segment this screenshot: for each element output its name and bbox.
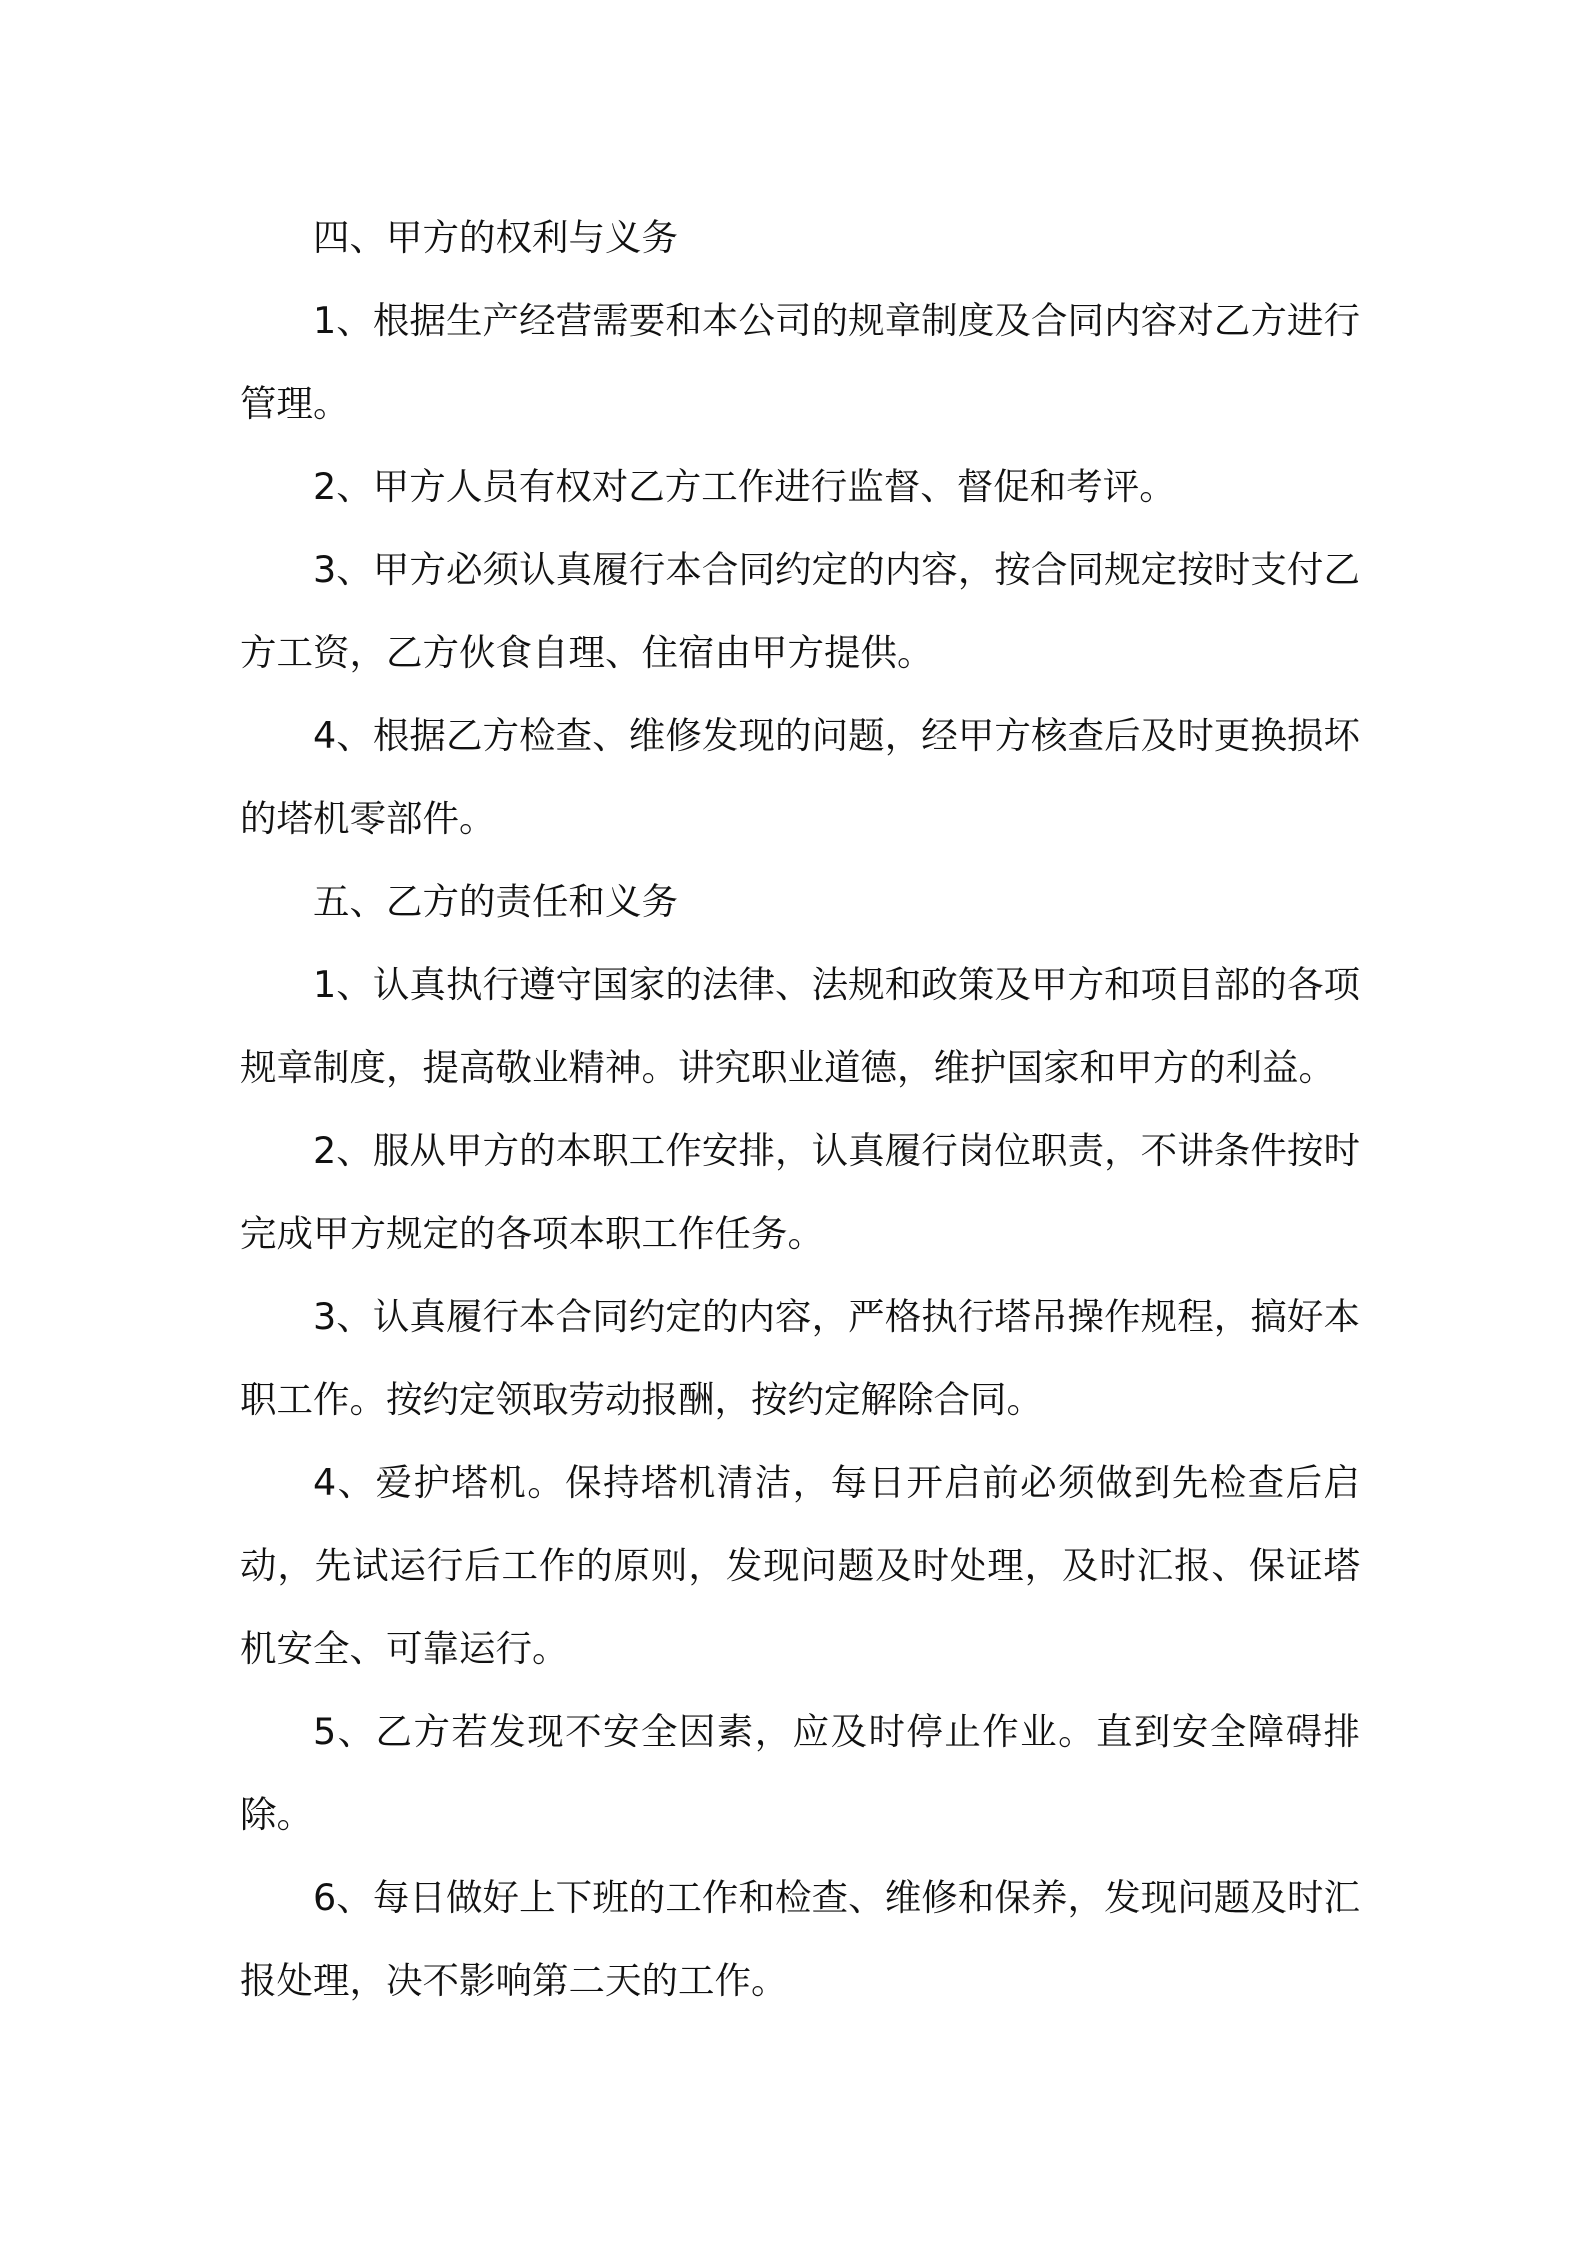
section-5-item-4: 4、爱护塔机。保持塔机清洁，每日开启前必须做到先检查后启动，先试运行后工作的原则，发现问题及时处理，及时汇报、保证塔机安全、可靠运行。: [240, 1461, 1360, 1670]
section-4-item-2: 2、甲方人员有权对乙方工作进行监督、督促和考评。: [313, 465, 1176, 508]
section-heading-5: 五、乙方的责任和义务: [313, 880, 678, 923]
section-heading-4: 四、甲方的权利与义务: [313, 216, 678, 259]
section-5-item-3: 3、认真履行本合同约定的内容，严格执行塔吊操作规程，搞好本职工作。按约定领取劳动报酬，按约定解除合同。: [240, 1295, 1360, 1421]
section-5-item-2: 2、服从甲方的本职工作安排，认真履行岗位职责，不讲条件按时完成甲方规定的各项本职工作任务。: [240, 1129, 1360, 1255]
section-5-item-1: 1、认真执行遵守国家的法律、法规和政策及甲方和项目部的各项规章制度，提高敬业精神。讲究职业道德，维护国家和甲方的利益。: [240, 963, 1360, 1089]
section-5-item-6: 6、每日做好上下班的工作和检查、维修和保养，发现问题及时汇报处理，决不影响第二天的工作。: [240, 1876, 1360, 2002]
section-5-item-5: 5、乙方若发现不安全因素，应及时停止作业。直到安全障碍排除。: [240, 1710, 1360, 1836]
section-4-item-3: 3、甲方必须认真履行本合同约定的内容，按合同规定按时支付乙方工资，乙方伙食自理、住宿由甲方提供。: [240, 548, 1360, 674]
document-body: [240, 196, 1360, 2022]
section-4-item-1: 1、根据生产经营需要和本公司的规章制度及合同内容对乙方进行管理。: [240, 299, 1360, 425]
section-4-item-4: 4、根据乙方检查、维修发现的问题，经甲方核查后及时更换损坏的塔机零部件。: [240, 714, 1360, 840]
